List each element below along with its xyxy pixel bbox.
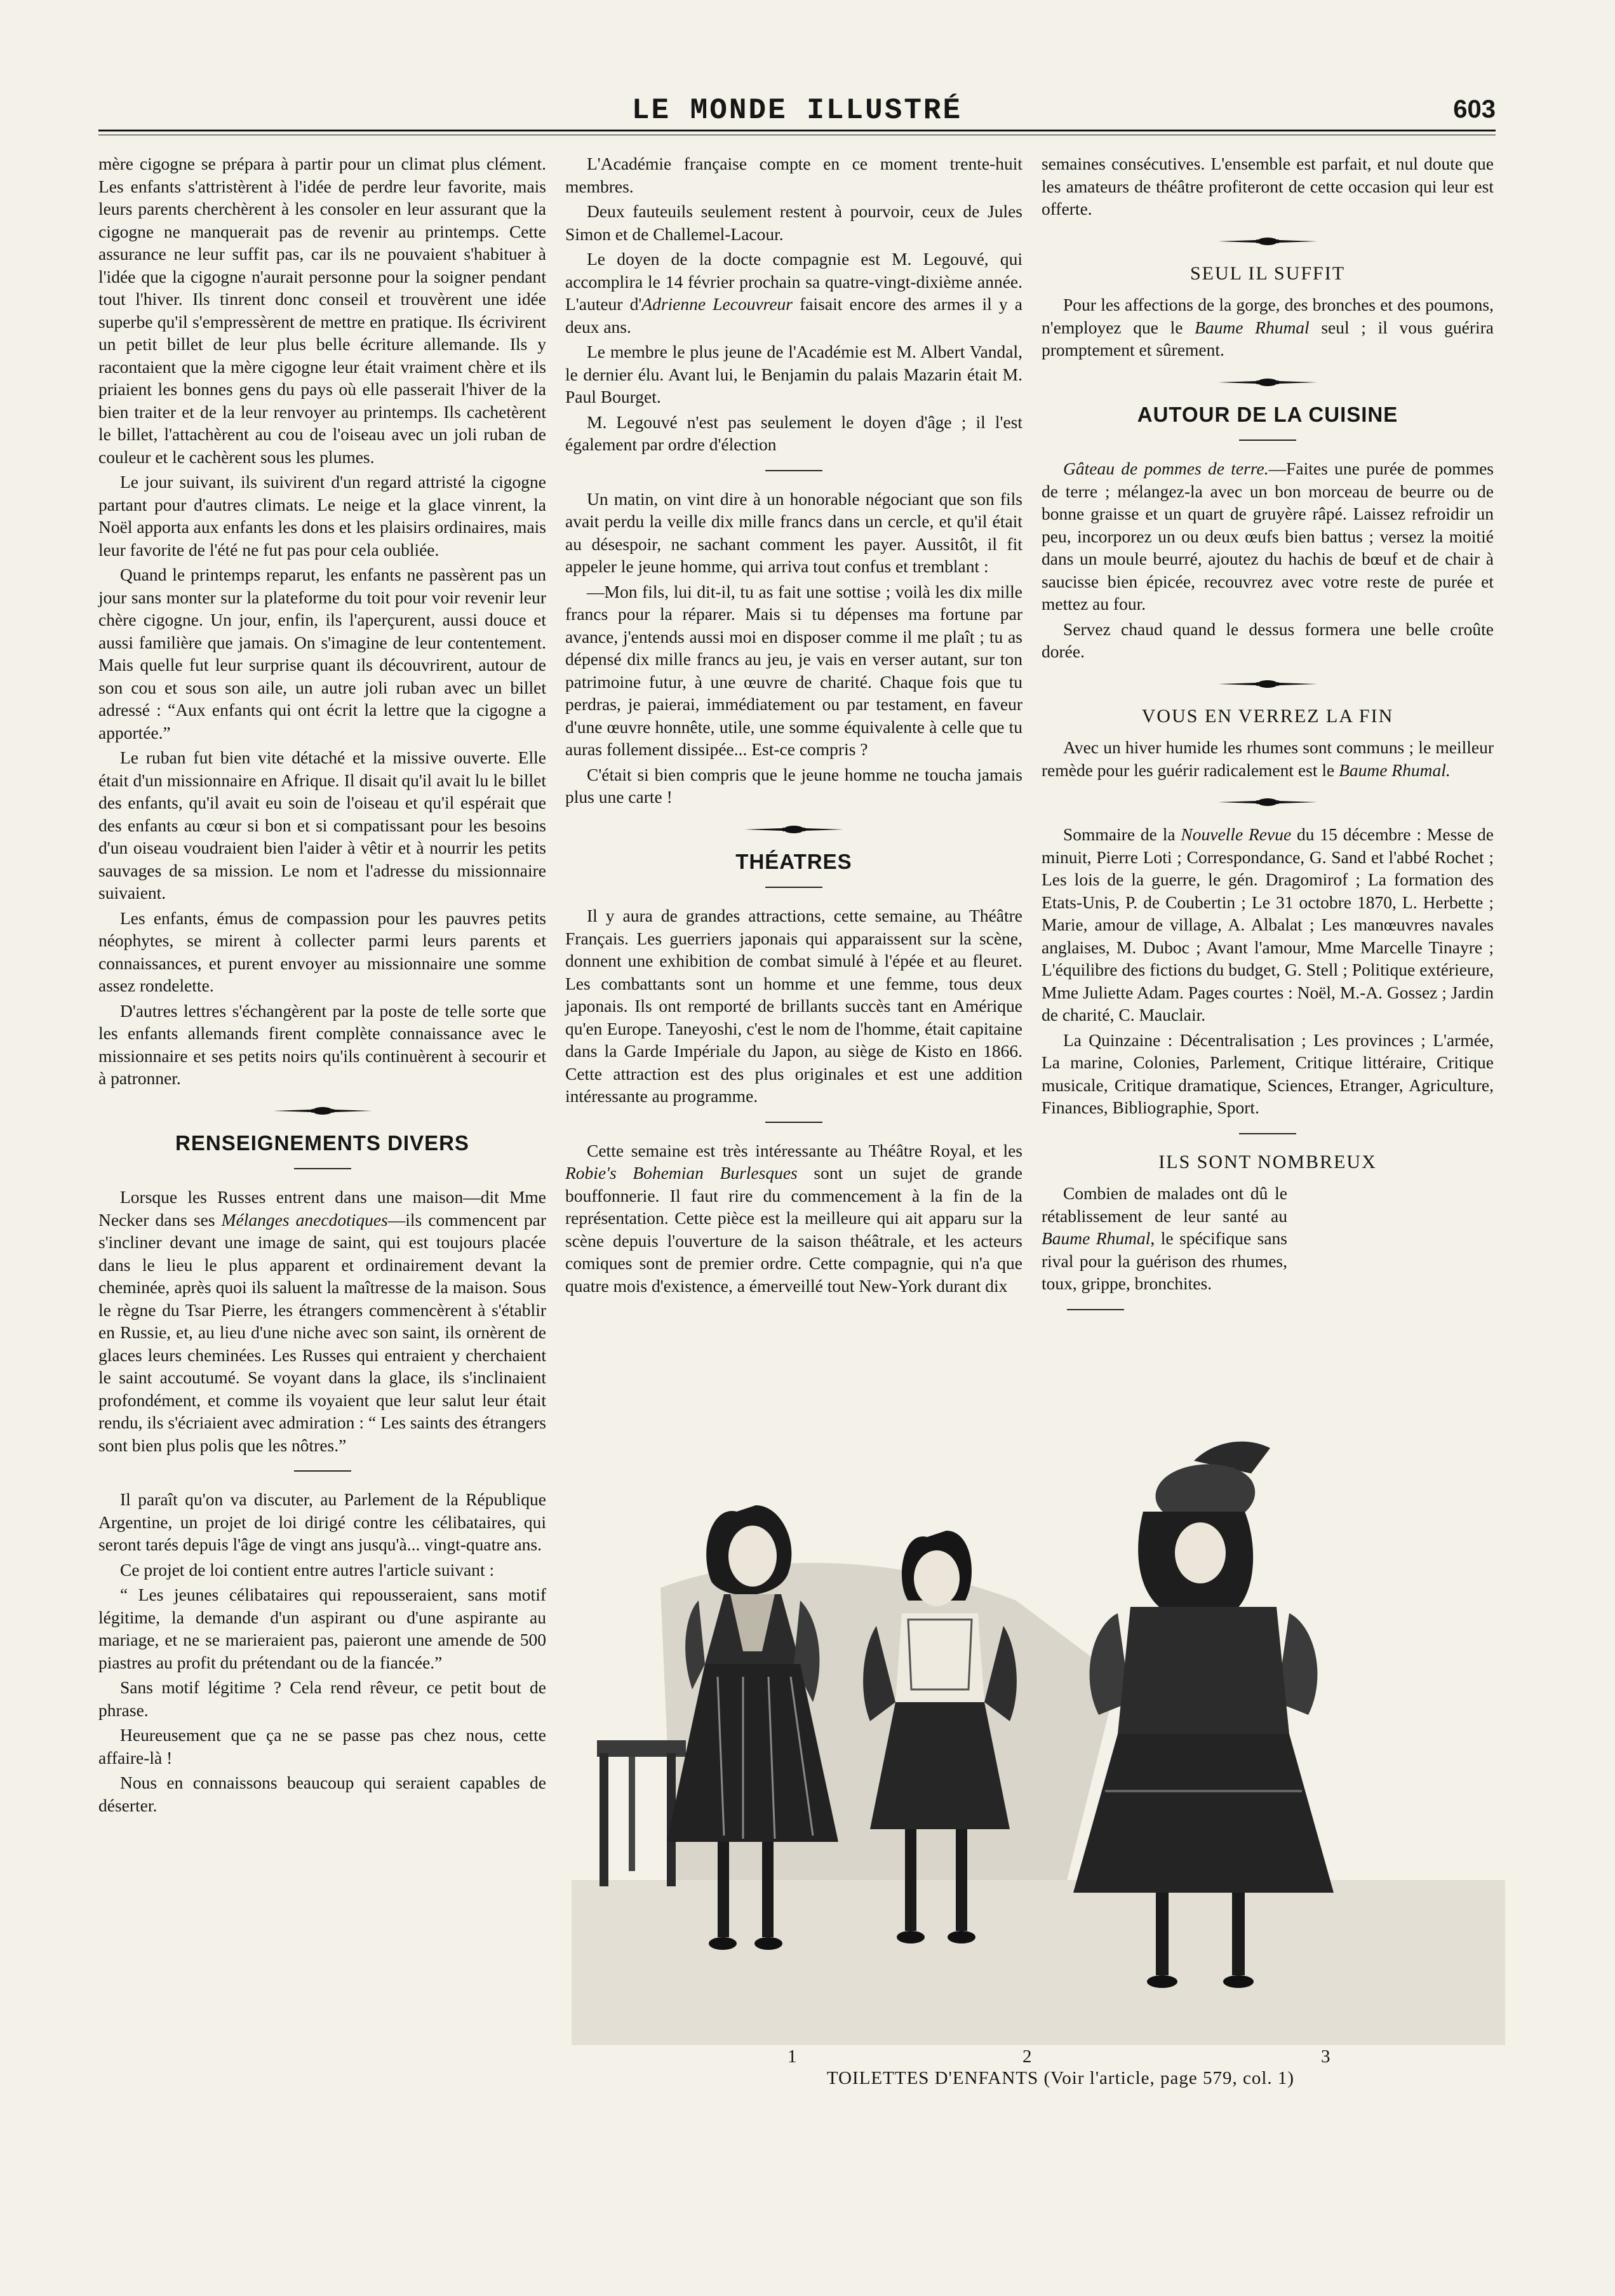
paragraph-cont: —ils commencent par s'incliner devant une image de saint, qui est toujours placée dans le lieu le plus apparent et ordinairement devant la cheminée, après quoi ils saluent la maîtresse de la maison. Sous le règne du Tsar Pierre, les étrangers commencèrent à s'établir en Russie, et, au lieu d'une niche avec son saint, ils ornèrent de glaces leurs cheminées. Les Russes qui entraient y cherchaient le saint accoutumé. Se voyant dans la glace, ils s'inclinaient profondément, et comme ils voyaient que leur salut leur était rendu, ils s'écriaient avec admiration : “ Les saints des étrangers sont bien plus polis que les nôtres.”: [98, 1209, 547, 1455]
figure-caption-block: [749, 2046, 1372, 2089]
paragraph: C'était si bien compris que le jeune homme ne toucha jamais plus une carte !: [565, 764, 1022, 807]
paragraph: Deux fauteuils seulement restent à pourvoir, ceux de Jules Simon et de Challemel-Lacour.: [565, 201, 1022, 244]
play-title: Adrienne Lecouvreur: [641, 294, 793, 314]
header-rule: [98, 130, 1496, 131]
paragraph: Quand le printemps reparut, les enfants ne passèrent pas un jour sans monter sur la plateforme du toit pour voir revenir leur chère cigogne. Un jour, enfin, ils l'aperçurent, aussi douce et aussi familière que jamais. On s'imagine de leur contentement. Mais quelle fut leur surprise quant ils découvrirent, autour de son cou et sous son aile, un autre joli ruban avec un billet adressé : “Aux enfants qui ont écrit la lettre que la cigogne a apportée.”: [98, 565, 546, 742]
paragraph: Les enfants, émus de compassion pour les pauvres petits néophytes, se mirent à collecter parmi leurs parents et connaissances, et purent envoyer au missionnaire une somme assez rondelette.: [98, 908, 546, 995]
figure-number: 2: [1022, 2046, 1032, 2067]
section-heading-renseignements: RENSEIGNEMENTS DIVERS: [175, 1131, 469, 1155]
product-name: Baume Rhumal: [1195, 317, 1310, 337]
short-rule: [765, 887, 822, 888]
ornament-divider-icon: [1217, 798, 1318, 807]
paragraph: Le doyen de la docte compagnie est M. Legouvé, qui accomplira le 14 février prochain sa quatre-vingt-dixième année. L'auteur d': [565, 249, 1022, 314]
short-rule: [294, 1168, 351, 1169]
paragraph: M. Legouvé n'est pas seulement le doyen d'âge ; il l'est également par ordre d'élection: [565, 412, 1022, 454]
paragraph: Le membre le plus jeune de l'Académie est M. Albert Vandal, le dernier élu. Avant lui, le Benjamin du palais Mazarin était M. Paul Bourget.: [565, 342, 1022, 406]
paragraph: Avec un hiver humide les rhumes sont communs ; le meilleur remède pour les guérir radicalement est le: [1042, 737, 1494, 780]
product-name: Baume Rhumal: [1042, 1228, 1151, 1248]
section-heading-seul-il-suffit: SEUL IL SUFFIT: [1189, 262, 1346, 284]
troupe-title: Robie's Bohemian Burlesques: [565, 1163, 798, 1183]
paragraph: —Faites une purée de pommes de terre ; mélangez-la avec un bon morceau de beurre ou de bonne graisse et un quart de gruyère râpé. Laissez refroidir un peu, incorporez un ou deux œufs bien battus ; versez la moitié dans un moule beurré, ajoutez du hachis de bœuf et de chair à saucisse bien épicée, recouvrez avec votre reste de purée et mettez au four.: [1042, 459, 1494, 614]
paragraph: Cette semaine est très intéressante au Théâtre Royal, et les: [587, 1140, 1022, 1160]
ornament-divider-icon: [272, 1106, 373, 1115]
section-heading-vous-en-verrez-la-fin: VOUS EN VERREZ LA FIN: [1141, 705, 1394, 727]
book-title: Mélanges anecdotiques: [221, 1209, 388, 1230]
paragraph: Lorsque les Russes entrent dans une maison—dit Mme Necker dans ses: [98, 1187, 546, 1230]
paragraph-cont: sont un sujet de grande bouffonnerie. Il faut rire du commencement à la fin de la représentation. Cette pièce est la meilleure qui ait apparu sur la scène depuis l'ouverture de la saison théâtrale, et les acteurs comiques sont de premier ordre. Cette compagnie, qui n'a que quatre mois d'existence, a émerveillé tout New-York durant dix: [565, 1163, 1023, 1296]
paragraph: Nous en connaissons beaucoup qui seraient capables de déserter.: [98, 1773, 546, 1815]
section-heading-cuisine: AUTOUR DE LA CUISINE: [1137, 402, 1398, 426]
section-heading-theatres: THÉATRES: [735, 849, 852, 873]
paragraph: Pour les affections de la gorge, des bronches et des poumons, n'employez que le: [1042, 295, 1494, 337]
paragraph-cont: du 15 décembre : Messe de minuit, Pierre Loti ; Correspondance, G. Sand et l'abbé Rochet ; Les lois de la guerre, le gén. Dragomirof ; La formation des Etats-Unis, P. de Coubertin ; Le 31 octobre 1870, L. Herbette ; Marie, amour de village, A. Albalat ; Les manœuvres navales anglaises, M. Duboc ; Avant l'amour, Mme Marcelle Tinayre ; L'équilibre des fictions du budget, G. Stell ; Politique extérieure, Mme Juliette Adam. Pages courtes : Noël, M.-A. Gossez ; Jardin de charité, C. Mauclair.: [1042, 824, 1494, 1024]
short-rule: [1239, 440, 1296, 441]
short-rule: [765, 1122, 822, 1123]
ornament-divider-icon: [743, 825, 845, 834]
review-title: Nouvelle Revue: [1181, 824, 1292, 844]
short-rule: [1067, 1309, 1124, 1310]
ornament-divider-icon: [1217, 237, 1318, 246]
column-1: [98, 152, 546, 1819]
paragraph: Il paraît qu'on va discuter, au Parlement de la République Argentine, un projet de loi dirigé contre les célibataires, qui seront tarés depuis l'âge de vingt ans jusqu'à... vingt-quatre ans.: [98, 1489, 546, 1554]
short-rule: [1239, 1133, 1296, 1134]
product-name: Baume Rhumal.: [1339, 760, 1451, 780]
paragraph: mère cigogne se prépara à partir pour un climat plus clément. Les enfants s'attristèrent à l'idée de perdre leur favorite, mais leurs parents cherchèrent à les consoler en leur assurant que la cigogne ne manquerait pas de revenir au printemps. Cette assurance ne leur suffit pas, car ils ne pouvaient s'habituer à l'idée que la cigogne n'aurait personne pour la soigner pendant tout l'hiver. Ils tinrent donc conseil et trouvèrent une idée superbe qu'il s'empressèrent de mettre en pratique. Ils écrivirent un petit billet de leur plus belle écriture allemande. Ils y racontaient que la mère cigogne leur était vraiment chère et ils priaient les bonnes gens du pays où elle passerait l'hiver de la bien traiter et de la leur renvoyer au printemps. Ils cachetèrent le billet, l'attachèrent au cou de l'oiseau avec un joli ruban de couleur et le cachèrent sous les plumes.: [98, 154, 546, 467]
children-fashion-illustration: [572, 1435, 1505, 2045]
paragraph: Il y aura de grandes attractions, cette semaine, au Théâtre Français. Les guerriers japonais qui apparaissent sur la scène, donnent une exhibition de combat simulé à l'épée et au fleuret. Les combattants sont un homme et une femme, tous deux japonais. Ils ont remporté de brillants succès tant en Amérique qu'en Europe. Taneyoshi, c'est le nom de l'homme, était capitaine dans la Garde Impériale du Japon, au siège de Kisto en 1866. Cette attraction est des plus originales et est une addition intéressante au programme.: [565, 906, 1022, 1106]
paragraph: Combien de malades ont dû le rétablissement de leur santé au: [1042, 1183, 1287, 1226]
paragraph-cont: seul ; il vous guérira promptement et sûrement.: [1042, 317, 1494, 359]
paragraph: La Quinzaine : Décentralisation ; Les provinces ; L'armée, La marine, Colonies, Parlement, Critique littéraire, Critique musicale, Critique dramatique, Sciences, Etranger, Agriculture, Finances, Bibliographie, Sport.: [1042, 1030, 1494, 1117]
figure-number: 1: [787, 2046, 797, 2067]
paragraph: Sommaire de la: [1063, 824, 1176, 844]
paragraph: Le ruban fut bien vite détaché et la missive ouverte. Elle était d'un missionnaire en Afrique. Il disait qu'il avait lu le billet des enfants, qu'il avait eu soin de l'oiseau et qu'il espérait que des enfants au cœur si bon et si compatissant pour les besoins d'un oiseau voudraient bien l'aider à vêtir et à nourrir les petits sauvages de sa mission. Le nom et l'adresse du missionnaire suivaient.: [98, 748, 546, 903]
paragraph: Heureusement que ça ne se passe pas chez nous, cette affaire-là !: [98, 1725, 546, 1768]
paragraph: Un matin, on vint dire à un honorable négociant que son fils avait perdu la veille dix mille francs dans un cercle, et qu'il était au désespoir, ne sachant comment les payer. Aussitôt, il fit appeler le jeune homme, qui arriva tout confus et tremblant :: [565, 488, 1022, 576]
paragraph: L'Académie française compte en ce moment trente-huit membres.: [565, 154, 1022, 196]
figure-caption: TOILETTES D'ENFANTS (Voir l'article, page 579, col. 1): [826, 2068, 1295, 2088]
page-number: 603: [1453, 95, 1496, 123]
paragraph: —Mon fils, lui dit-il, tu as fait une sottise ; voilà les dix mille francs pour la réparer. Mais si tu dépenses ma fortune par avance, j'entends aussi moi en disposer comme il me plaît ; tu as dépensé dix mille francs au jeu, je vais en verser autant, sur ton patrimoine futur, à une œuvre de charité. Chaque fois que tu perdras, je paierai, immédiatement ou par testament, en faveur d'une œuvre honnête, utile, une somme équivalente à celle que tu auras follement dissipée... Est-ce compris ?: [565, 581, 1022, 759]
paragraph: Ce projet de loi contient entre autres l'article suivant :: [120, 1559, 495, 1580]
paragraph: Le jour suivant, ils suivirent d'un regard attristé la cigogne partant pour d'autres climats. Le neige et la glace vinrent, la Noël apporta aux enfants les dons et les plaisirs ordinaires, mais leur favorite de l'été ne fut pas pour cela oubliée.: [98, 472, 546, 560]
short-rule: [294, 1470, 351, 1472]
page-header: [98, 89, 1496, 146]
publication-title: LE MONDE ILLUSTRÉ: [631, 94, 963, 127]
ornament-divider-icon: [1217, 378, 1318, 387]
recipe-title: Gâteau de pommes de terre.: [1063, 459, 1269, 478]
short-rule: [765, 470, 822, 471]
paragraph: Sans motif légitime ? Cela rend rêveur, ce petit bout de phrase.: [98, 1677, 546, 1720]
figure-number: 3: [1321, 2046, 1330, 2067]
ornament-divider-icon: [1217, 680, 1318, 688]
illustration-wrap-space: [1287, 1182, 1494, 1366]
paragraph: D'autres lettres s'échangèrent par la poste de telle sorte que les enfants allemands firent complète connaissance avec le missionnaire et ses petits noirs qu'ils continuèrent à secourir et à patronner.: [98, 1000, 546, 1088]
column-2: [565, 152, 1022, 1299]
paragraph: semaines consécutives. L'ensemble est parfait, et nul doute que les amateurs de théâtre profiteront de cette occasion qui leur est offerte.: [1042, 154, 1494, 218]
column-3: [1042, 152, 1494, 1366]
paragraph-cont: , le spécifique sans rival pour la guérison des rhumes, toux, grippe, bronchites.: [1042, 1228, 1287, 1293]
section-heading-ils-sont-nombreux: ILS SONT NOMBREUX: [1158, 1151, 1377, 1172]
paragraph: “ Les jeunes célibataires qui repousseraient, sans motif légitime, la demande d'un aspirant ou d'une aspirante au mariage, et ne se marieraient pas, paieront une amende de 500 piastres au profit du prétendant ou de la fiancée.”: [98, 1585, 546, 1672]
paragraph-cont: faisait encore des armes il y a deux ans.: [565, 294, 1022, 337]
paragraph: Servez chaud quand le dessus formera une belle croûte dorée.: [1042, 619, 1494, 661]
